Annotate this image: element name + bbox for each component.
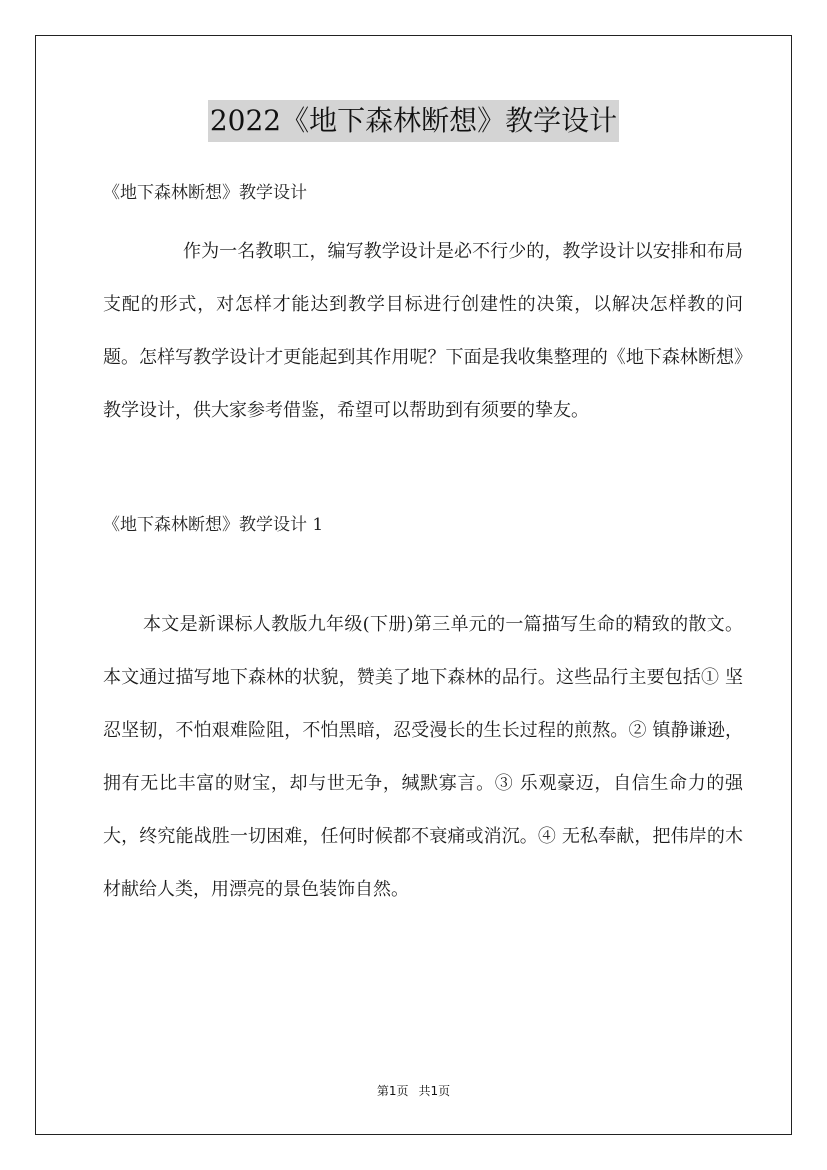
spacer: [103, 437, 743, 507]
spacer: [103, 543, 743, 598]
title-container: [0, 100, 827, 142]
subtitle-heading: 《地下森林断想》教学设计: [103, 183, 307, 203]
page-total: 共1页: [418, 1084, 451, 1098]
document-body: [103, 175, 743, 916]
intro-paragraph: 作为一名教职工，编写教学设计是必不行少的，教学设计以安排和布局支配的形式，对怎样才能达到教学目标进行创建性的决策，以解决怎样教的问题。怎样写教学设计才更能起到其作用呢？下面是我收集整理的《地下森林断想》教学设计，供大家参考借鉴，希望可以帮助到有须要的挚友。: [103, 241, 743, 421]
page-number: 第1页: [376, 1084, 409, 1098]
section-heading: 《地下森林断想》教学设计 1: [103, 515, 324, 535]
document-title: 2022《地下森林断想》教学设计: [208, 100, 619, 142]
body-paragraph: 本文是新课标人教版九年级(下册)第三单元的一篇描写生命的精致的散文。本文通过描写地下森林的状貌，赞美了地下森林的品行。这些品行主要包括① 坚忍坚韧，不怕艰难险阻，不怕黑暗，忍受漫长的生长过程的煎熬。② 镇静谦逊，拥有无比丰富的财宝，却与世无争，缄默寡言。③ 乐观豪迈，自信生命力的强大，终究能战胜一切困难，任何时候都不衰痛或消沉。④ 无私奉献，把伟岸的木材献给人类，用漂亮的景色装饰自然。: [103, 614, 743, 900]
page-footer: [0, 1082, 827, 1100]
